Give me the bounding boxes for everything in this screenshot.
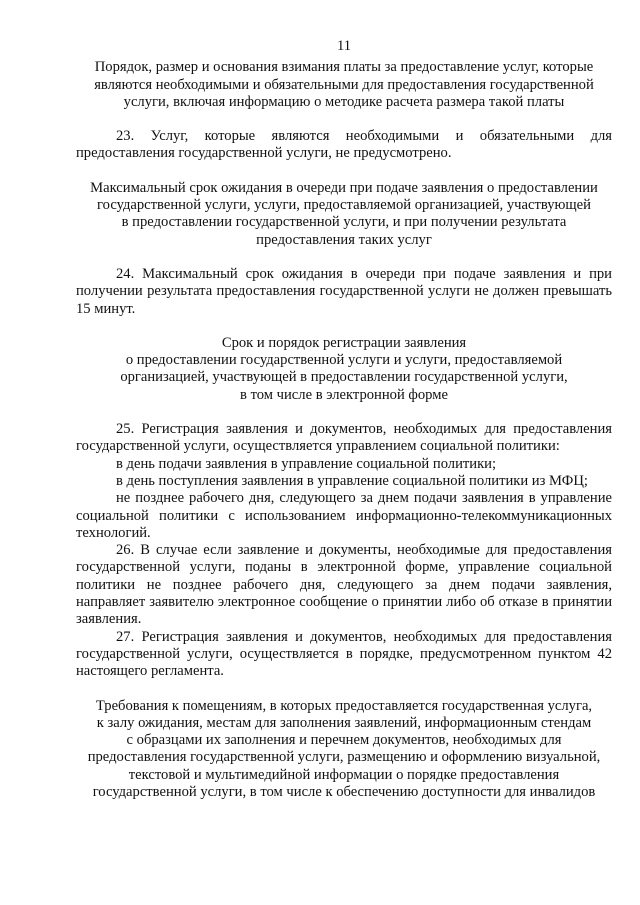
section-heading-premises <box>76 698 612 802</box>
heading-line: государственной услуги, в том числе к обеспечению доступности для инвалидов <box>92 783 596 800</box>
heading-line: к залу ожидания, местам для заполнения заявлений, информационным стендам <box>96 714 592 731</box>
paragraph-23: 23. Услуг, которые являются необходимыми и обязательными для предоставления государственной услуги, не предусмотрено. <box>76 128 612 162</box>
heading-line: Требования к помещениям, в которых предоставляется государственная услуга, <box>95 697 593 714</box>
section-heading-fees <box>76 59 612 111</box>
heading-line: Максимальный срок ожидания в очереди при подаче заявления о предоставлении <box>90 179 598 196</box>
paragraph-25-item-2: в день поступления заявления в управление социальной политики из МФЦ; <box>116 472 588 489</box>
heading-line: организацией, участвующей в предоставлении государственной услуги, <box>120 369 568 386</box>
heading-line: в предоставлении государственной услуги, и при получении результата <box>121 214 567 231</box>
heading-line: Порядок, размер и основания взимания платы за предоставление услуг, которые <box>94 59 594 76</box>
paragraph-25-item-3: не позднее рабочего дня, следующего за днем подачи заявления в управление социальной политики с использованием информационно-телекоммуникационных технологий. <box>76 490 612 541</box>
paragraph-26: 26. В случае если заявление и документы, необходимые для предоставления государственной услуги, поданы в электронной форме, управление социальной политики не позднее рабочего дня, следующего за днем подачи заявления, направляет заявителю электронное сообщение о принятии либо об отказе в принятии заявления. <box>76 542 612 628</box>
document-page <box>76 38 612 801</box>
heading-line: текстовой и мультимедийной информации о порядке предоставления <box>128 766 560 783</box>
paragraph-27: 27. Регистрация заявления и документов, необходимых для предоставления государственной услуги, осуществляется в порядке, предусмотренном пунктом 42 настоящего регламента. <box>76 628 612 680</box>
paragraph-25-item-1: в день подачи заявления в управление социальной политики; <box>116 455 497 472</box>
heading-line: являются необходимыми и обязательными для предоставления государственной <box>94 76 594 93</box>
heading-line: услуги, включая информацию о методике расчета размера такой платы <box>123 93 565 110</box>
paragraph-25: 25. Регистрация заявления и документов, необходимых для предоставления государственной услуги, осуществляется управлением социальной политики: <box>76 421 612 455</box>
heading-line: предоставления таких услуг <box>256 231 432 248</box>
paragraph-24: 24. Максимальный срок ожидания в очереди при подаче заявления и при получении результата предоставления государственной услуги не должен превышать 15 минут. <box>76 265 612 317</box>
heading-line: Срок и порядок регистрации заявления <box>221 334 467 351</box>
heading-line: государственной услуги, услуги, предоставляемой организацией, участвующей <box>97 197 591 214</box>
heading-line: с образцами их заполнения и перечнем документов, необходимых для <box>126 732 562 749</box>
section-heading-wait-time <box>76 180 612 249</box>
heading-line: в том числе в электронной форме <box>240 386 448 403</box>
section-heading-registration <box>76 335 612 404</box>
heading-line: о предоставлении государственной услуги и услуги, предоставляемой <box>125 352 563 369</box>
heading-line: предоставления государственной услуги, размещению и оформлению визуальной, <box>87 749 601 766</box>
page-number: 11 <box>336 38 352 54</box>
